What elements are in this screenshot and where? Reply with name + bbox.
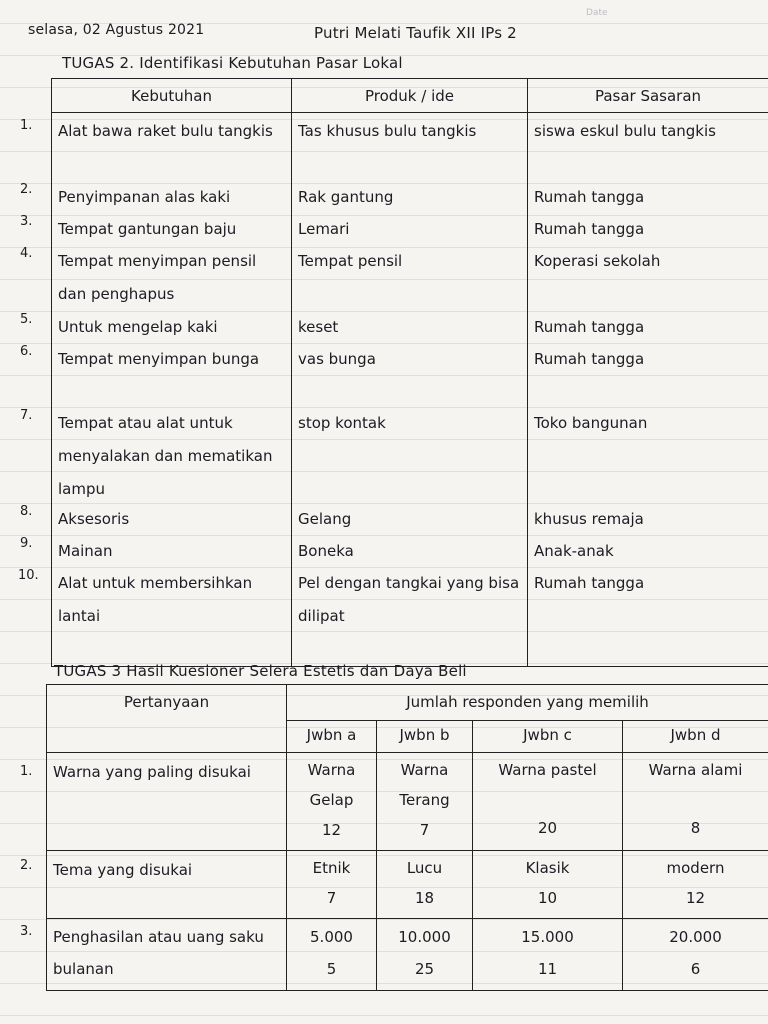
tugas3-title: TUGAS 3 Hasil Kuesioner Selera Estetis dan Daya Beli (54, 662, 467, 680)
list-item: Tempat menyimpan bunga (58, 350, 260, 368)
list-item: Rumah tangga (534, 318, 645, 336)
list-item: Rumah tangga (534, 350, 645, 368)
answer-option: Warna alami (648, 761, 743, 779)
answer-cell (473, 851, 623, 919)
answer-option: 10.000 (398, 928, 451, 946)
table-body (52, 113, 768, 667)
tugas3-table (46, 684, 768, 991)
list-item: Lemari (298, 220, 350, 238)
row-number: 5. (20, 312, 33, 327)
answer-option: modern (666, 859, 725, 877)
row-number: 2. (20, 858, 33, 873)
answer-cell (287, 919, 377, 991)
row-number: 3. (20, 214, 33, 229)
answer-cell (473, 919, 623, 991)
column-header-pertanyaan: Pertanyaan (47, 685, 287, 753)
column-header-jawaban-d: Jwbn d (623, 721, 768, 753)
list-item: siswa eskul bulu tangkis (534, 122, 716, 140)
question-cell: Warna yang paling disukai (47, 753, 287, 851)
list-item: Alat untuk membersihkan lantai (58, 574, 253, 625)
row-number: 6. (20, 344, 33, 359)
column-header-jawaban-b: Jwbn b (377, 721, 473, 753)
answer-cell (623, 753, 768, 851)
list-item: Tempat gantungan baju (58, 220, 237, 238)
list-item: keset (298, 318, 339, 336)
list-item: Rumah tangga (534, 220, 645, 238)
produk-column (292, 113, 528, 667)
row-number: 3. (20, 924, 33, 939)
list-item: Penyimpanan alas kaki (58, 188, 231, 206)
list-item: Koperasi sekolah (534, 252, 661, 270)
answer-cell (623, 919, 768, 991)
list-item: Alat bawa raket bulu tangkis (58, 122, 273, 140)
column-header-pasar: Pasar Sasaran (528, 79, 768, 113)
row-number: 1. (20, 118, 33, 133)
column-header-jumlah-responden: Jumlah responden yang memilih (287, 685, 768, 721)
table-row (47, 753, 768, 851)
date-corner-label: Date (586, 8, 608, 18)
tugas2-title: TUGAS 2. Identifikasi Kebutuhan Pasar Lokal (62, 54, 403, 72)
respondent-count: 6 (690, 960, 701, 978)
respondent-count: 25 (414, 960, 435, 978)
question-cell: Penghasilan atau uang saku bulanan (47, 919, 287, 991)
list-item: Tas khusus bulu tangkis (298, 122, 477, 140)
row-number: 9. (20, 536, 33, 551)
list-item: Tempat pensil (298, 252, 403, 270)
row-number: 7. (20, 408, 33, 423)
column-header-produk: Produk / ide (292, 79, 528, 113)
list-item: stop kontak (298, 414, 386, 432)
answer-cell (377, 851, 473, 919)
answer-option: 15.000 (521, 928, 574, 946)
tugas2-table (51, 78, 768, 667)
respondent-count: 10 (537, 889, 558, 907)
question-cell: Tema yang disukai (47, 851, 287, 919)
pasar-column (528, 113, 768, 667)
respondent-count: 5 (326, 960, 337, 978)
answer-option: Klasik (525, 859, 570, 877)
list-item: Anak-anak (534, 542, 614, 560)
respondent-count: 12 (321, 821, 342, 839)
list-item: Rumah tangga (534, 574, 645, 592)
list-item: Boneka (298, 542, 354, 560)
list-item: Tempat atau alat untuk menyalakan dan mematikan lampu (58, 414, 273, 498)
respondent-count: 20 (537, 819, 558, 837)
answer-option: Warna pastel (498, 761, 597, 779)
answer-cell (473, 753, 623, 851)
list-item: Rumah tangga (534, 188, 645, 206)
list-item: vas bunga (298, 350, 376, 368)
list-item: Toko bangunan (534, 414, 648, 432)
table-row (47, 919, 768, 991)
answer-option: 5.000 (310, 928, 353, 946)
table-row (47, 851, 768, 919)
list-item: Aksesoris (58, 510, 130, 528)
answer-option: Etnik (312, 859, 351, 877)
answer-option: 20.000 (669, 928, 722, 946)
respondent-count: 18 (414, 889, 435, 907)
respondent-count: 12 (685, 889, 706, 907)
answer-cell (287, 851, 377, 919)
column-header-jawaban-c: Jwbn c (473, 721, 623, 753)
respondent-count: 7 (419, 821, 430, 839)
answer-cell (377, 753, 473, 851)
list-item: Mainan (58, 542, 113, 560)
answer-option: Lucu (406, 859, 443, 877)
table-header-row (52, 79, 768, 113)
answer-cell (287, 753, 377, 851)
respondent-count: 7 (326, 889, 337, 907)
kebutuhan-column (52, 113, 292, 667)
list-item: Untuk mengelap kaki (58, 318, 218, 336)
table-header-row (47, 685, 768, 721)
respondent-count: 8 (690, 819, 701, 837)
list-item: Pel dengan tangkai yang bisa dilipat (298, 574, 520, 625)
answer-cell (377, 919, 473, 991)
answer-option: Warna Terang (399, 761, 450, 809)
list-item: Gelang (298, 510, 352, 528)
column-header-kebutuhan: Kebutuhan (52, 79, 292, 113)
header-date: selasa, 02 Agustus 2021 (28, 22, 205, 38)
respondent-count: 11 (537, 960, 558, 978)
row-number: 4. (20, 246, 33, 261)
answer-option: Warna Gelap (307, 761, 356, 809)
row-number: 8. (20, 504, 33, 519)
list-item: khusus remaja (534, 510, 644, 528)
list-item: Rak gantung (298, 188, 394, 206)
answer-cell (623, 851, 768, 919)
row-number: 2. (20, 182, 33, 197)
row-number: 1. (20, 764, 33, 779)
list-item: Tempat menyimpan pensil dan penghapus (58, 252, 257, 303)
row-number: 10. (18, 568, 39, 583)
header-student-name: Putri Melati Taufik XII IPs 2 (314, 24, 517, 42)
column-header-jawaban-a: Jwbn a (287, 721, 377, 753)
